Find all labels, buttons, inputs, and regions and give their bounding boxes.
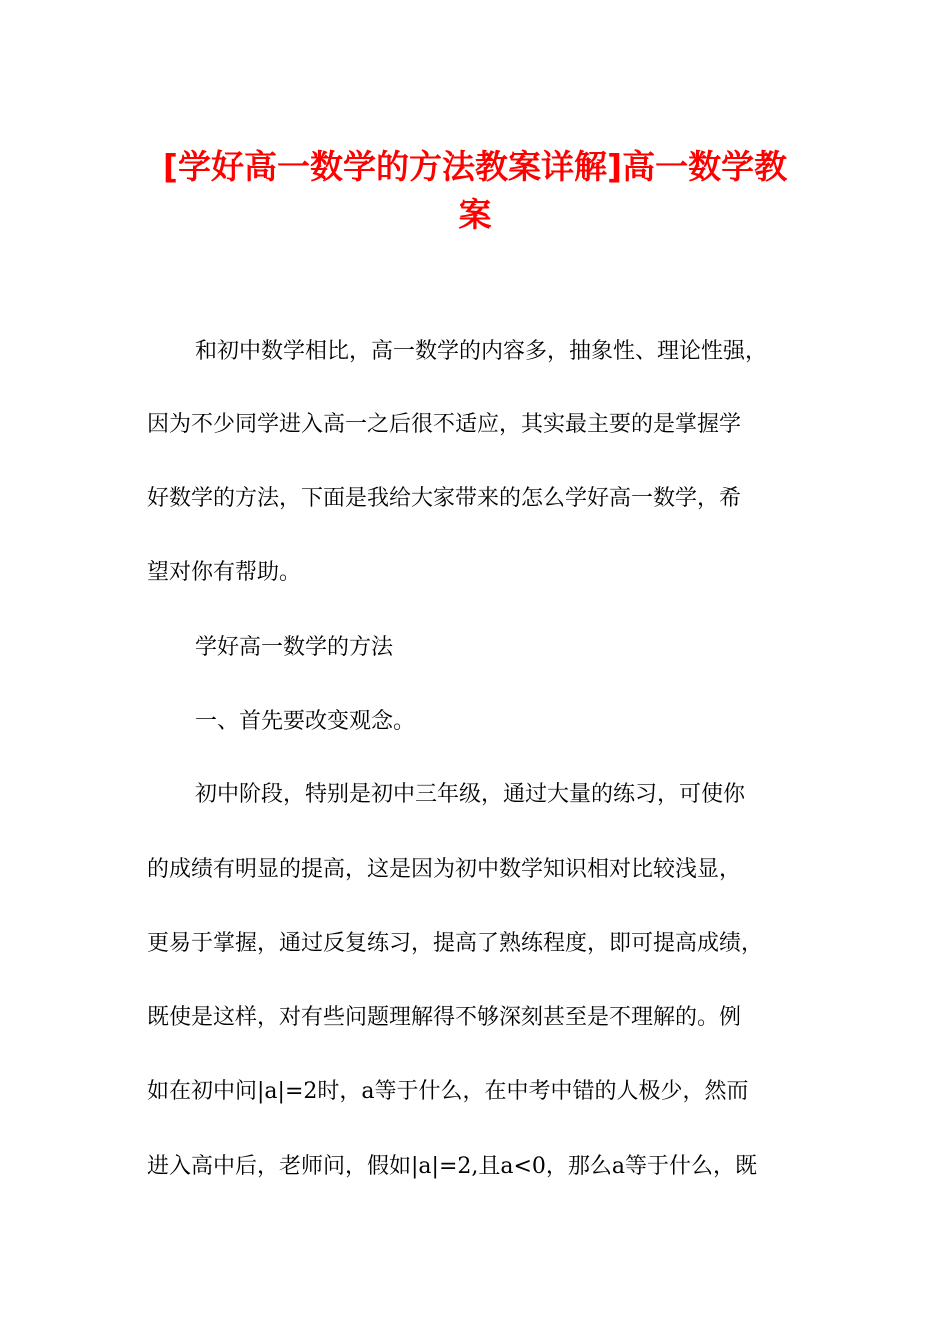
paragraph-2-line-5: 如在初中问|a|=2时，a等于什么，在中考中错的人极少，然而: [147, 1079, 749, 1104]
paragraph-2-line-6: 进入高中后，老师问，假如|a|=2,且a<0，那么a等于什么，既: [147, 1154, 758, 1179]
paragraph-2-line-3: 更易于掌握，通过反复练习，提高了熟练程度，即可提高成绩，: [147, 931, 764, 956]
section-heading: 学好高一数学的方法: [195, 635, 394, 660]
subsection-heading: 一、首先要改变观念。: [195, 709, 416, 734]
paragraph-1-line-1: 和初中数学相比，高一数学的内容多，抽象性、理论性强，: [195, 339, 768, 364]
title-line-2: 案: [458, 195, 492, 234]
document-title: [120, 143, 830, 239]
paragraph-2-line-4: 既使是这样，对有些问题理解得不够深刻甚至是不理解的。例: [147, 1005, 742, 1030]
paragraph-1-line-3: 好数学的方法，下面是我给大家带来的怎么学好高一数学，希: [147, 486, 742, 511]
title-line-1: [学好高一数学的方法教案详解]高一数学教: [162, 147, 788, 186]
paragraph-1-line-4: 望对你有帮助。: [147, 560, 302, 585]
paragraph-2-line-2: 的成绩有明显的提高，这是因为初中数学知识相对比较浅显，: [147, 857, 742, 882]
paragraph-1-line-2: 因为不少同学进入高一之后很不适应，其实最主要的是掌握学: [147, 412, 742, 437]
paragraph-2-line-1: 初中阶段，特别是初中三年级，通过大量的练习，可使你: [195, 782, 746, 807]
